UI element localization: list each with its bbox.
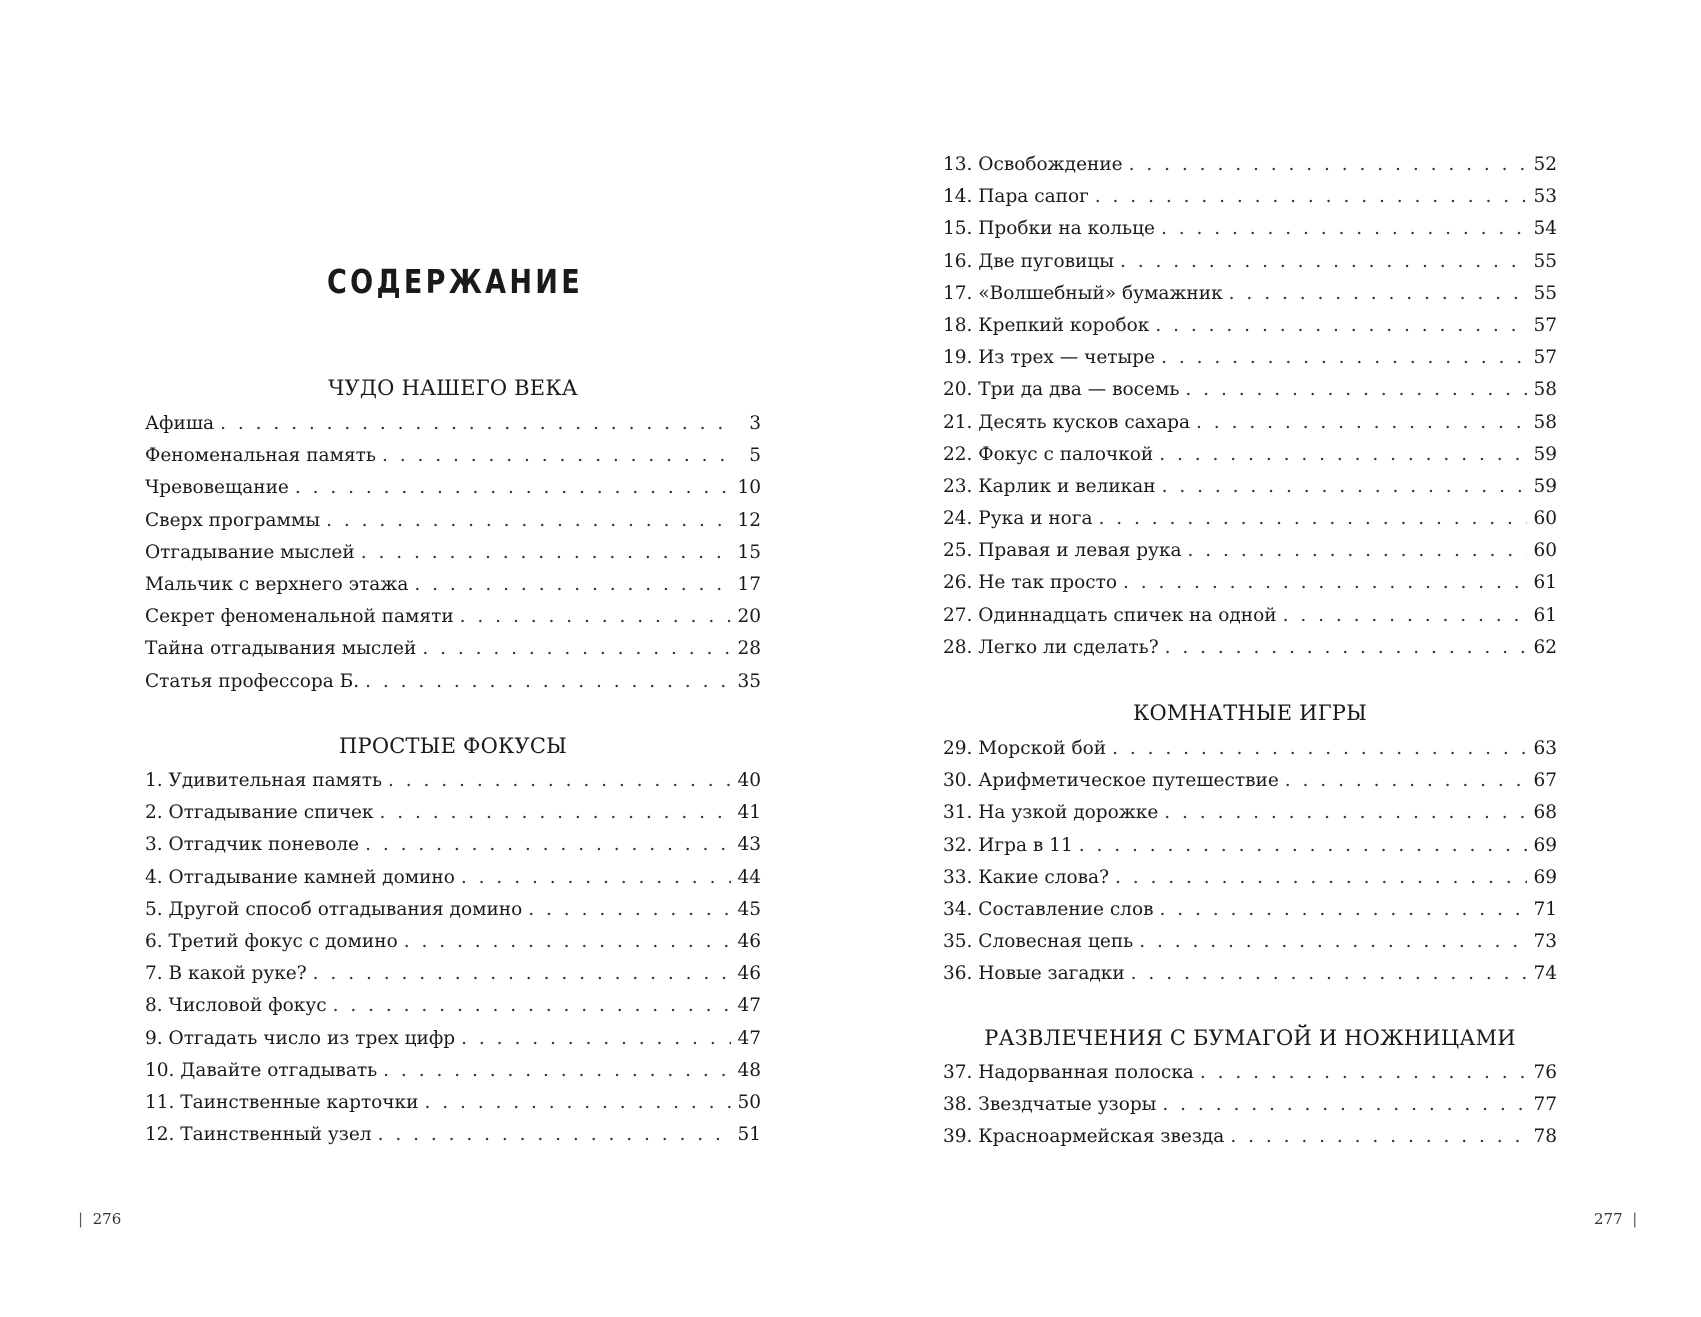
dot-leader — [1185, 374, 1527, 406]
toc-entry-label: 37. Надорванная полоска — [943, 1062, 1194, 1083]
toc-entry-page: 74 — [1533, 963, 1557, 985]
page-number-value: 277 — [1594, 1210, 1623, 1228]
dot-leader — [1164, 797, 1527, 829]
toc-entry[interactable] — [145, 1023, 761, 1055]
toc-entry-label: 1. Удивительная память — [145, 770, 383, 791]
toc-entry[interactable] — [145, 633, 761, 665]
dot-leader — [1196, 407, 1527, 439]
dot-leader — [1159, 439, 1527, 471]
toc-entry-page: 55 — [1533, 282, 1557, 304]
toc-entry[interactable] — [943, 958, 1557, 990]
toc-entry-page: 59 — [1533, 443, 1557, 465]
toc-entry-label: Тайна отгадывания мыслей — [145, 638, 417, 660]
dot-leader — [461, 1023, 731, 1055]
toc-entry-page: 59 — [1533, 475, 1557, 497]
dot-leader — [422, 633, 731, 665]
toc-entry-page: 69 — [1533, 866, 1557, 888]
toc-entry[interactable] — [943, 278, 1557, 310]
dot-leader — [365, 829, 731, 861]
toc-entry-page: 78 — [1533, 1126, 1557, 1148]
toc-entry[interactable] — [145, 990, 761, 1022]
dot-leader — [1161, 342, 1527, 374]
toc-entry-label: 13. Освобождение — [943, 154, 1123, 175]
toc-entry[interactable] — [943, 471, 1557, 503]
toc-entry-page: 55 — [1533, 250, 1557, 272]
toc-entry[interactable] — [145, 408, 761, 440]
toc-entry-label: 18. Крепкий коробок — [943, 314, 1150, 336]
toc-entry-page: 68 — [1533, 802, 1557, 824]
toc-entry-page: 44 — [737, 866, 761, 888]
toc-entry[interactable] — [943, 310, 1557, 342]
toc-entry-label: 9. Отгадать число из трех цифр — [145, 1027, 456, 1049]
toc-entry-label: 7. В какой руке? — [145, 963, 307, 985]
toc-entry-label: 20. Три да два — восемь — [943, 379, 1180, 401]
toc-entry-label: Феноменальная память — [145, 445, 376, 467]
toc-entry[interactable] — [145, 505, 761, 537]
toc-entry-page: 47 — [737, 1027, 761, 1049]
dot-leader — [1115, 862, 1527, 894]
toc-entry-page: 57 — [1533, 347, 1557, 369]
left-page — [0, 0, 850, 1317]
toc-list — [145, 408, 761, 698]
toc-entry-page: 77 — [1533, 1094, 1557, 1116]
toc-entry-page: 17 — [737, 573, 761, 595]
toc-entry-label: 21. Десять кусков сахара — [943, 411, 1191, 433]
toc-entry[interactable] — [145, 440, 761, 472]
toc-entry-page: 69 — [1533, 834, 1557, 856]
toc-entry-page: 51 — [737, 1124, 761, 1146]
dot-leader — [361, 537, 732, 569]
dot-leader — [1129, 149, 1528, 181]
toc-entry-page: 43 — [737, 834, 761, 856]
toc-entry-page: 28 — [737, 638, 761, 660]
toc-entry-label: 17. «Волшебный» бумажник — [943, 282, 1223, 304]
toc-entry-page: 60 — [1533, 508, 1557, 530]
toc-list — [145, 765, 761, 1151]
dot-leader — [388, 765, 731, 797]
toc-entry[interactable] — [943, 1057, 1557, 1089]
toc-entry-label: 32. Игра в 11 — [943, 834, 1073, 856]
toc-entry-page: 73 — [1533, 931, 1557, 953]
dot-leader — [1188, 535, 1528, 567]
toc-entry[interactable] — [145, 1119, 761, 1151]
toc-entry-label: 10. Давайте отгадывать — [145, 1059, 378, 1081]
section-heading: ЧУДО НАШЕГО ВЕКА — [328, 376, 578, 400]
toc-entry-label: Сверх программы — [145, 509, 321, 531]
toc-entry-label: 31. На узкой дорожке — [943, 802, 1159, 824]
dot-leader — [1095, 181, 1528, 213]
toc-entry-label: 16. Две пуговицы — [943, 250, 1114, 272]
toc-entry-page: 62 — [1533, 636, 1557, 658]
toc-entry[interactable] — [943, 765, 1557, 797]
dot-leader — [1155, 310, 1527, 342]
toc-entry[interactable] — [145, 797, 761, 829]
dot-leader — [378, 1119, 732, 1151]
toc-entry[interactable] — [145, 829, 761, 861]
toc-entry-page: 76 — [1533, 1062, 1557, 1083]
toc-entry-label: 8. Числовой фокус — [145, 995, 327, 1017]
toc-entry[interactable] — [943, 733, 1557, 765]
toc-entry-label: 35. Словесная цепь — [943, 931, 1134, 953]
toc-entry[interactable] — [145, 1055, 761, 1087]
dot-leader — [1099, 503, 1528, 535]
dot-leader — [1162, 1089, 1527, 1121]
toc-entry-label: 23. Карлик и великан — [943, 475, 1156, 497]
toc-entry-page: 15 — [737, 541, 761, 563]
dot-leader — [1079, 830, 1528, 862]
dot-leader — [1161, 213, 1528, 245]
toc-entry[interactable] — [145, 569, 761, 601]
dot-leader — [461, 862, 732, 894]
toc-entry-label: 14. Пара сапог — [943, 186, 1089, 208]
toc-entry-page: 10 — [737, 477, 761, 499]
toc-entry[interactable] — [145, 601, 761, 633]
dot-leader — [1285, 765, 1528, 797]
toc-entry-label: 2. Отгадывание спичек — [145, 802, 374, 824]
toc-entry[interactable] — [145, 862, 761, 894]
toc-entry-page: 71 — [1533, 898, 1557, 920]
toc-entry-label: Мальчик с верхнего этажа — [145, 573, 409, 595]
toc-list — [943, 149, 1557, 664]
toc-entry[interactable] — [145, 894, 761, 926]
toc-entry-label: 22. Фокус с палочкой — [943, 443, 1154, 465]
toc-entry-page: 60 — [1533, 540, 1557, 562]
toc-entry-page: 41 — [737, 802, 761, 824]
dot-leader — [333, 990, 732, 1022]
page-number — [78, 1210, 121, 1228]
toc-entry[interactable] — [943, 374, 1557, 406]
toc-entry-label: 12. Таинственный узел — [145, 1124, 372, 1146]
toc-entry-label: 11. Таинственные карточки — [145, 1091, 419, 1113]
toc-entry-page: 67 — [1533, 770, 1557, 792]
page-number-value: 276 — [92, 1210, 122, 1228]
dot-leader — [295, 472, 732, 504]
dot-leader — [1162, 471, 1528, 503]
toc-entry-label: 28. Легко ли сделать? — [943, 636, 1159, 658]
dot-leader — [382, 440, 733, 472]
dot-leader — [528, 894, 731, 926]
dot-leader — [1230, 1121, 1527, 1153]
toc-entry[interactable] — [943, 439, 1557, 471]
dot-leader — [404, 926, 732, 958]
toc-entry-label: 33. Какие слова? — [943, 866, 1109, 888]
toc-entry-label: 27. Одиннадцать спичек на одной — [943, 604, 1277, 626]
toc-entry[interactable] — [943, 862, 1557, 894]
toc-entry[interactable] — [943, 503, 1557, 535]
toc-entry[interactable] — [943, 246, 1557, 278]
dot-leader — [365, 666, 731, 698]
toc-entry[interactable] — [943, 407, 1557, 439]
dot-leader — [383, 1055, 731, 1087]
toc-entry-label: 29. Морской бой — [943, 738, 1107, 759]
toc-entry-label: 15. Пробки на кольце — [943, 218, 1155, 240]
toc-entry-page: 45 — [737, 898, 761, 920]
dot-leader — [1200, 1057, 1528, 1089]
toc-entry-label: 36. Новые загадки — [943, 963, 1125, 985]
toc-entry[interactable] — [943, 632, 1557, 664]
toc-entry[interactable] — [145, 537, 761, 569]
toc-entry[interactable] — [943, 926, 1557, 958]
dot-leader — [1229, 278, 1528, 310]
dot-leader — [1120, 246, 1527, 278]
toc-list — [943, 733, 1557, 991]
toc-entry-label: 24. Рука и нога — [943, 508, 1093, 530]
folio-rule: | — [78, 1210, 84, 1228]
section-heading: ПРОСТЫЕ ФОКУСЫ — [338, 734, 567, 758]
toc-entry[interactable] — [145, 472, 761, 504]
toc-entry-label: 38. Звездчатые узоры — [943, 1094, 1157, 1116]
right-page — [850, 0, 1700, 1317]
toc-entry-label: Чревовещание — [145, 477, 289, 499]
toc-entry[interactable] — [943, 797, 1557, 829]
toc-entry-label: 25. Правая и левая рука — [943, 540, 1182, 562]
toc-entry-page: 57 — [1533, 314, 1557, 336]
toc-entry[interactable] — [943, 567, 1557, 599]
dot-leader — [313, 958, 732, 990]
toc-entry-label: Секрет феноменальной памяти — [145, 606, 454, 628]
toc-entry[interactable] — [943, 181, 1557, 213]
toc-entry-label: 34. Составление слов — [943, 898, 1154, 920]
toc-entry-label: 19. Из трех — четыре — [943, 347, 1156, 369]
toc-entry[interactable] — [943, 830, 1557, 862]
section-heading: РАЗВЛЕЧЕНИЯ С БУМАГОЙ И НОЖНИЦАМИ — [984, 1026, 1516, 1050]
folio-rule: | — [1632, 1210, 1638, 1228]
toc-entry-label: 30. Арифметическое путешествие — [943, 770, 1279, 792]
toc-entry[interactable] — [943, 342, 1557, 374]
toc-entry[interactable] — [145, 765, 761, 797]
toc-entry-page: 58 — [1533, 411, 1557, 433]
page-title: СОДЕРЖАНИЕ — [327, 262, 583, 301]
toc-entry-page: 46 — [737, 930, 761, 952]
toc-entry-page: 58 — [1533, 379, 1557, 401]
dot-leader — [1131, 958, 1528, 990]
dot-leader — [460, 601, 732, 633]
dot-leader — [326, 505, 731, 537]
toc-entry[interactable] — [943, 894, 1557, 926]
toc-entry-page: 53 — [1533, 186, 1557, 208]
dot-leader — [1160, 894, 1528, 926]
toc-entry-label: 4. Отгадывание камней домино — [145, 866, 455, 888]
toc-entry-page: 20 — [737, 606, 761, 628]
toc-entry-page: 61 — [1533, 572, 1557, 594]
page-number — [1594, 1210, 1637, 1228]
toc-entry-page: 46 — [737, 963, 761, 985]
dot-leader — [220, 408, 733, 440]
toc-entry[interactable] — [943, 1089, 1557, 1121]
dot-leader — [424, 1087, 731, 1119]
toc-entry[interactable] — [943, 1121, 1557, 1153]
toc-entry[interactable] — [145, 926, 761, 958]
toc-entry[interactable] — [943, 535, 1557, 567]
toc-entry[interactable] — [943, 213, 1557, 245]
toc-entry-label: Статья профессора Б. — [145, 670, 360, 692]
toc-list — [943, 1057, 1557, 1154]
toc-entry-page: 12 — [737, 509, 761, 531]
toc-entry-page: 50 — [737, 1091, 761, 1113]
toc-entry-page: 52 — [1533, 154, 1557, 175]
dot-leader — [379, 797, 731, 829]
toc-entry-label: 6. Третий фокус с домино — [145, 930, 398, 952]
section-heading: КОМНАТНЫЕ ИГРЫ — [1133, 701, 1367, 725]
dot-leader — [1139, 926, 1527, 958]
dot-leader — [1165, 632, 1528, 664]
toc-entry-label: 39. Красноармейская звезда — [943, 1126, 1225, 1148]
toc-entry-page: 63 — [1533, 738, 1557, 759]
toc-entry-label: Афиша — [145, 413, 215, 434]
dot-leader — [1112, 733, 1527, 765]
toc-entry-page: 5 — [749, 445, 761, 467]
toc-entry-label: 26. Не так просто — [943, 572, 1118, 594]
toc-entry-page: 47 — [737, 995, 761, 1017]
dot-leader — [414, 569, 731, 601]
dot-leader — [1123, 567, 1527, 599]
toc-entry-label: Отгадывание мыслей — [145, 541, 355, 563]
toc-entry-page: 48 — [737, 1059, 761, 1081]
toc-entry[interactable] — [943, 149, 1557, 181]
toc-entry-page: 61 — [1533, 604, 1557, 626]
toc-entry[interactable] — [145, 958, 761, 990]
toc-entry-page: 3 — [749, 413, 761, 434]
toc-entry-label: 5. Другой способ отгадывания домино — [145, 898, 523, 920]
toc-entry-page: 35 — [737, 670, 761, 692]
toc-entry[interactable] — [943, 600, 1557, 632]
toc-entry[interactable] — [145, 666, 761, 698]
toc-entry-label: 3. Отгадчик поневоле — [145, 834, 360, 856]
toc-entry-page: 40 — [737, 770, 761, 791]
toc-entry-page: 54 — [1533, 218, 1557, 240]
dot-leader — [1283, 600, 1528, 632]
toc-entry[interactable] — [145, 1087, 761, 1119]
